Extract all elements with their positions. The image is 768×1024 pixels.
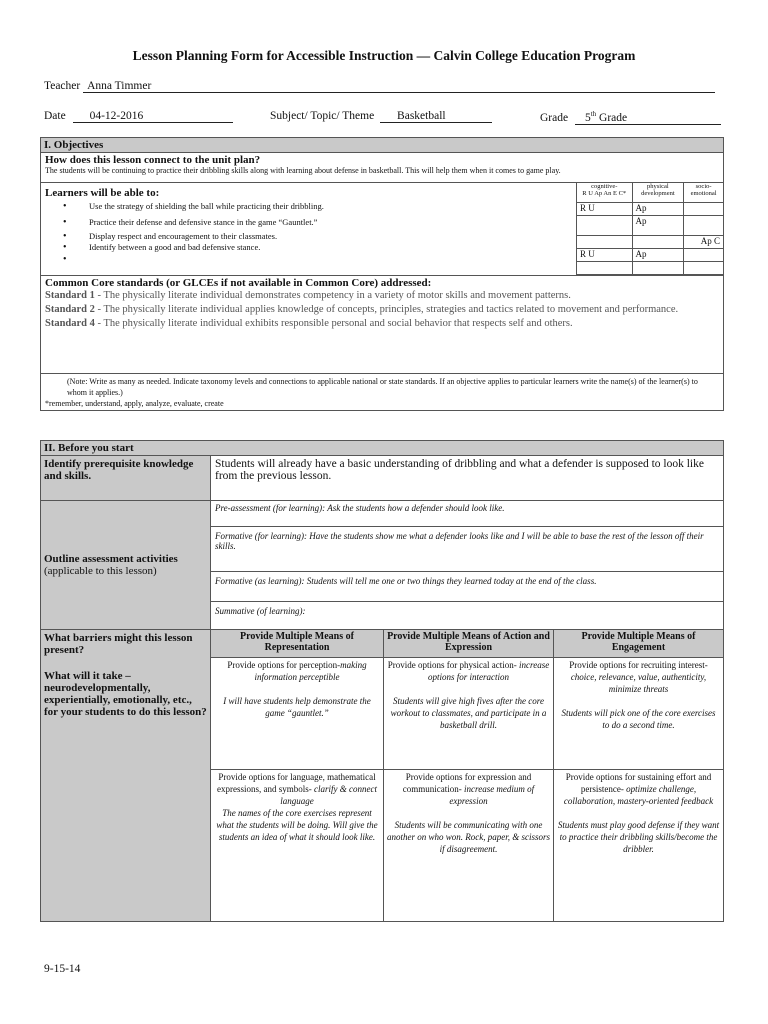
taxonomy-physical-header: physical development (632, 183, 684, 203)
taxonomy-cell (577, 262, 633, 275)
assessment-row: Pre-assessment (for learning): Ask the students how a defender should look like. (211, 501, 724, 527)
udl-student-plan: The names of the core exercises represent what the students will be doing. Will give the students an idea of what it should look like. (216, 808, 378, 842)
unit-connection-question: How does this lesson connect to the unit plan? (45, 154, 261, 166)
udl-option: Provide options for recruiting interest- (569, 660, 708, 670)
grade-row (540, 110, 721, 125)
assessment-label: Outline assessment activities (44, 553, 178, 565)
teacher-row (44, 80, 724, 93)
assessment-label-cell (41, 501, 211, 630)
udl-cell (554, 770, 724, 922)
taxonomy-footnote: *remember, understand, apply, analyze, evaluate, create (45, 399, 224, 408)
objectives-table (40, 137, 724, 411)
learners-label: Learners will be able to: (45, 187, 160, 199)
before-table (40, 440, 724, 922)
subject-field[interactable]: Basketball (380, 110, 492, 123)
udl-option-detail: increase options for interaction (428, 660, 550, 682)
teacher-field[interactable]: Anna Timmer (83, 80, 715, 93)
udl-cell (384, 658, 554, 770)
barriers-label-cell (41, 630, 211, 922)
taxonomy-cell: Ap C (684, 236, 724, 249)
note-cell (41, 374, 724, 411)
assessment-row: Formative (for learning): Have the students show me what a defender looks like and I will be able to base the rest of the lesson off their skills. (211, 527, 724, 572)
taxonomy-cognitive-header: cognitive- R U Ap An E C* (577, 183, 633, 203)
standard-item (45, 289, 719, 303)
objectives-heading: I. Objectives (41, 138, 724, 153)
standard-text: - The physically literate individual applies knowledge of concepts, principles, strategies and tactics related to movement and performance. (94, 304, 679, 315)
footer-date: 9-15-14 (44, 963, 81, 975)
standard-item (45, 303, 719, 317)
standards-heading: Common Core standards (or GLCEs if not available in Common Core) addressed: (45, 277, 432, 289)
standards-cell (41, 276, 724, 374)
taxonomy-table (576, 182, 724, 275)
objective-item: • Identify between a good and bad defensive stance. (41, 241, 571, 254)
udl-option-detail: choice, relevance, value, authenticity, minimize threats (570, 672, 707, 694)
grade-field[interactable] (575, 110, 721, 125)
udl-option: Provide options for expression and communication- (402, 772, 532, 794)
assessment-row: Summative (of learning): (211, 602, 724, 630)
taxonomy-cell (684, 249, 724, 262)
taxonomy-social-header: socio- emotional (684, 183, 724, 203)
taxonomy-cell (577, 236, 633, 249)
objective-item: • Practice their defense and defensive stance in the game “Gauntlet.” (41, 216, 571, 229)
standard-name: Standard 1 (45, 290, 95, 301)
taxonomy-cell: Ap (632, 249, 684, 262)
udl-header-engagement: Provide Multiple Means of Engagement (554, 630, 724, 658)
udl-option: Provide options for language, mathematical expressions, and symbols- (217, 772, 376, 794)
taxonomy-cell (684, 216, 724, 236)
prereq-text: Students will already have a basic understanding of dribbling and what a defender is supposed to look like from the previous lesson. (211, 456, 724, 501)
grade-label: Grade (540, 111, 569, 124)
udl-option: Provide options for perception- (227, 660, 341, 670)
udl-student-plan: I will have students help demonstrate the game “gauntlet.” (223, 696, 371, 718)
learners-cell (41, 183, 724, 276)
date-field[interactable]: 04-12-2016 (73, 110, 233, 123)
udl-cell (554, 658, 724, 770)
assessment-row: Formative (as learning): Students will tell me one or two things they learned today at the end of the class. (211, 572, 724, 602)
udl-cell (211, 770, 384, 922)
standard-name: Standard 2 (45, 304, 95, 315)
grade-sup: th (590, 110, 597, 118)
prereq-label: Identify prerequisite knowledge and skills. (41, 456, 211, 501)
taxonomy-cell: Ap (632, 216, 684, 236)
what-it-takes-label: What will it take – neurodevelopmentally, experientially, emotionally, etc., for your students to do this lesson? (44, 670, 207, 718)
standard-name: Standard 4 (45, 318, 95, 329)
taxonomy-cell (632, 262, 684, 275)
unit-connection-cell (41, 153, 724, 183)
taxonomy-cell: R U (577, 249, 633, 262)
date-label: Date (44, 110, 66, 122)
objective-item (41, 253, 571, 266)
udl-cell (384, 770, 554, 922)
udl-student-plan: Students will pick one of the core exercises to do a second time. (561, 708, 716, 730)
udl-student-plan: Students must play good defense if they want to practice their dribbling skills/become the dribbler. (557, 820, 720, 854)
udl-option-detail: making information perceptible (254, 660, 367, 682)
udl-option-detail: increase medium of expression (449, 784, 535, 806)
udl-option-detail: optimize challenge, collaboration, mastery-oriented feedback (563, 784, 714, 806)
page-title: Lesson Planning Form for Accessible Instruction — Calvin College Education Program (132, 48, 636, 63)
barriers-label: What barriers might this lesson present? (44, 632, 193, 656)
taxonomy-cell (684, 203, 724, 216)
taxonomy-cell (577, 216, 633, 236)
udl-header-representation: Provide Multiple Means of Representation (211, 630, 384, 658)
taxonomy-cell: R U (577, 203, 633, 216)
taxonomy-cell: Ap (632, 203, 684, 216)
standard-text: - The physically literate individual demonstrates competency in a variety of motor skills and movement patterns. (94, 290, 571, 301)
taxonomy-cell (684, 262, 724, 275)
subject-row (270, 110, 492, 123)
objective-item: • Use the strategy of shielding the ball while practicing their dribbling. (41, 200, 571, 213)
standard-text: - The physically literate individual exhibits responsible personal and social behavior that respects self and others. (94, 318, 573, 329)
objective-list (41, 200, 571, 265)
udl-option-detail: clarify & connect language (280, 784, 377, 806)
subject-label: Subject/ Topic/ Theme (270, 110, 375, 122)
unit-connection-answer: The students will be continuing to practice their dribbling skills along with learning about defense in basketball. This will help them when it comes to game play. (45, 166, 561, 175)
grade-number: 5 (584, 111, 591, 124)
taxonomy-cell (632, 236, 684, 249)
standard-item (45, 317, 719, 331)
assessment-sublabel: (applicable to this lesson) (44, 565, 157, 577)
objective-item: • Display respect and encouragement to their classmates. (41, 230, 571, 243)
before-heading: II. Before you start (41, 441, 724, 456)
udl-header-action: Provide Multiple Means of Action and Expression (384, 630, 554, 658)
udl-student-plan: Students will be communicating with one another on who won. Rock, paper, & scissors if disagreement. (387, 820, 550, 854)
udl-student-plan: Students will give high fives after the core workout to classmates, and participate in a basketball drill. (390, 696, 547, 730)
teacher-label: Teacher (44, 80, 81, 92)
grade-suffix: Grade (596, 111, 628, 124)
date-row (44, 110, 233, 123)
udl-option: Provide options for sustaining effort and persistence- (565, 772, 712, 794)
udl-option: Provide options for physical action- (387, 660, 517, 670)
note-text: (Note: Write as many as needed. Indicate taxonomy levels and connections to applicable national or state standards. If an objective applies to particular learners write the name(s) of the learner(s) to whom it applies.) (67, 377, 698, 397)
udl-cell (211, 658, 384, 770)
